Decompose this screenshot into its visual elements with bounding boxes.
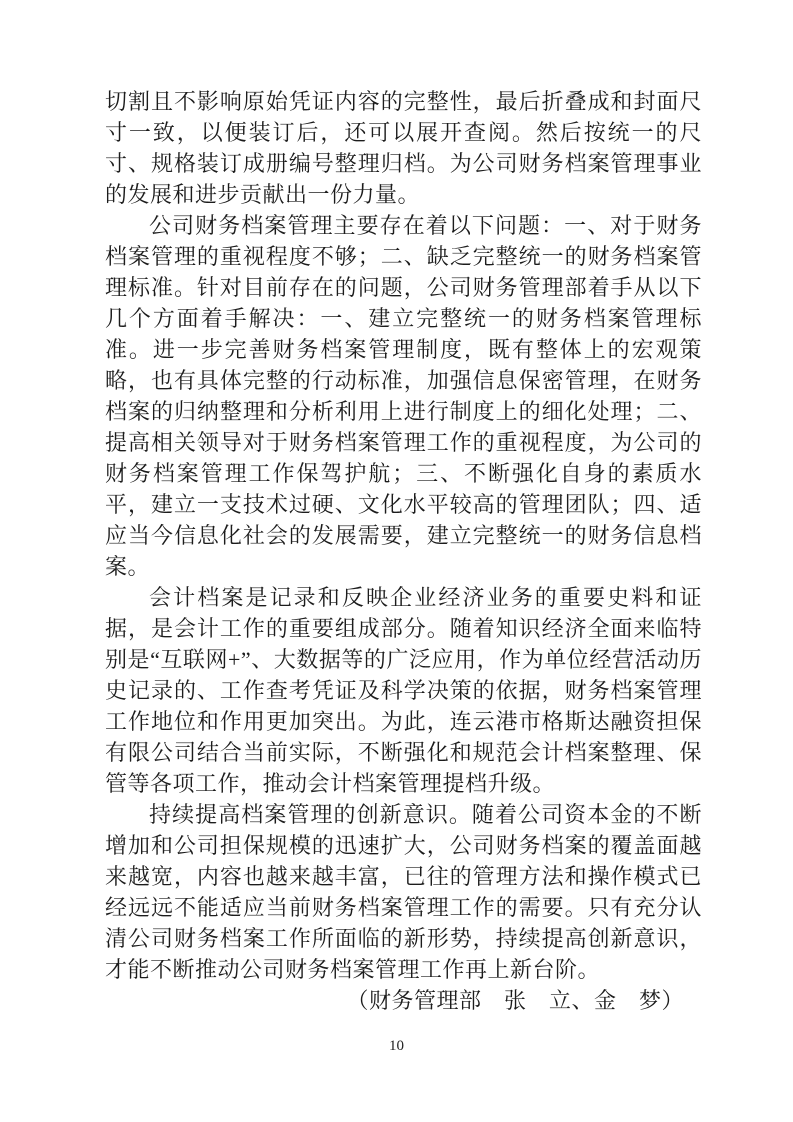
signature-line: （财务管理部 张 立、金 梦） — [346, 988, 684, 1013]
paragraph-4: 持续提高档案管理的创新意识。随着公司资本金的不断增加和公司担保规模的迅速扩大，公司财务档案的覆盖面越来越宽，内容也越来越丰富，已往的管理方法和操作模式已经远远不能适应当前财务档案管理工作的需要。只有充分认清公司财务档案工作所面临的新形势，持续提高创新意识，才能不断推动公司财务档案管理工作再上新台阶。 — [105, 802, 702, 982]
document-body — [105, 86, 702, 1016]
paragraph-2: 公司财务档案管理主要存在着以下问题：一、对于财务档案管理的重视程度不够；二、缺乏完整统一的财务档案管理标准。针对目前存在的问题，公司财务管理部着手从以下几个方面着手解决：一、建立完整统一的财务档案管理标准。进一步完善财务档案管理制度，既有整体上的宏观策略，也有具体完整的行动标准，加强信息保密管理，在财务档案的归纳整理和分析利用上进行制度上的细化处理；二、提高相关领导对于财务档案管理工作的重视程度，为公司的财务档案管理工作保驾护航；三、不断强化自身的素质水平，建立一支技术过硬、文化水平较高的管理团队；四、适应当今信息化社会的发展需要，建立完整统一的财务信息档案。 — [105, 213, 702, 579]
paragraph-1: 切割且不影响原始凭证内容的完整性，最后折叠成和封面尺寸一致，以便装订后，还可以展开查阅。然后按统一的尺寸、规格装订成册编号整理归档。为公司财务档案管理事业的发展和进步贡献出一份力量。 — [105, 89, 702, 207]
page-number: 10 — [389, 1038, 404, 1054]
paragraph-3: 会计档案是记录和反映企业经济业务的重要史料和证据，是会计工作的重要组成部分。随着知识经济全面来临特别是“互联网+”、大数据等的广泛应用，作为单位经营活动历史记录的、工作查考凭证及科学决策的依据，财务档案管理工作地位和作用更加突出。为此，连云港市格斯达融资担保有限公司结合当前实际，不断强化和规范会计档案整理、保管等各项工作，推动会计档案管理提档升级。 — [105, 585, 702, 796]
